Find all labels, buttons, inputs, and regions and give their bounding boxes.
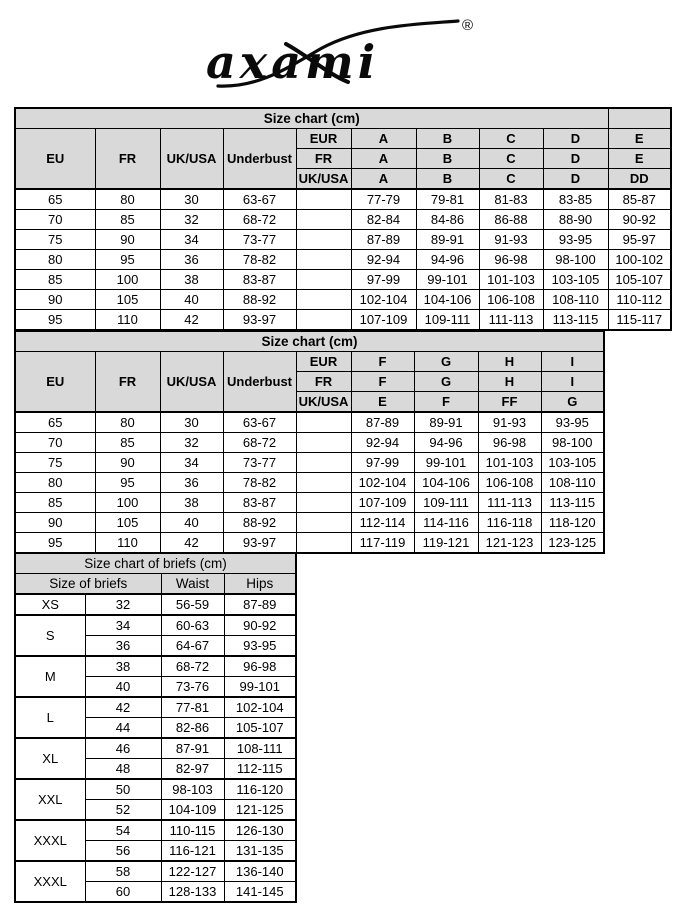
eu-size-cell: 90 <box>15 513 95 533</box>
underbust-cell: 78-82 <box>223 473 296 493</box>
eu-size-cell: 80 <box>15 473 95 493</box>
size-row <box>15 290 671 310</box>
bust-range-cell: 85-87 <box>608 189 671 210</box>
briefs-number-cell: 34 <box>85 615 161 636</box>
waist-range-cell: 87-91 <box>161 738 224 759</box>
hips-range-cell: 90-92 <box>224 615 296 636</box>
size-row <box>15 453 604 473</box>
cup-size-header: B <box>416 169 479 190</box>
hips-range-cell: 99-101 <box>224 677 296 698</box>
briefs-row <box>15 697 296 718</box>
cup-size-header: F <box>351 352 414 372</box>
eu-size-cell: 65 <box>15 189 95 210</box>
size-group-label: XXXL <box>15 820 85 861</box>
bust-range-cell: 102-104 <box>351 473 414 493</box>
eu-size-cell: 95 <box>15 533 95 554</box>
cup-size-header: H <box>478 352 541 372</box>
size-row <box>15 270 671 290</box>
bust-range-cell: 108-110 <box>541 473 604 493</box>
bust-range-cell: 105-107 <box>608 270 671 290</box>
spacer-cell <box>296 270 351 290</box>
spacer-cell <box>296 453 351 473</box>
waist-range-cell: 82-86 <box>161 718 224 739</box>
brand-logo <box>190 8 490 100</box>
bust-range-cell: 104-106 <box>414 473 478 493</box>
cup-system-label: EUR <box>296 352 351 372</box>
fr-size-cell: 100 <box>95 270 160 290</box>
briefs-row <box>15 861 296 882</box>
spacer-cell <box>296 230 351 250</box>
logo-text: axami <box>206 35 380 89</box>
bust-range-cell: 117-119 <box>351 533 414 554</box>
size-row <box>15 533 604 554</box>
spacer-cell <box>296 310 351 331</box>
size-group-label: XXXL <box>15 861 85 902</box>
eu-size-cell: 95 <box>15 310 95 331</box>
cup-system-label: FR <box>296 372 351 392</box>
spacer-cell <box>296 433 351 453</box>
uk-usa-size-cell: 30 <box>160 412 223 433</box>
cup-size-header: G <box>541 392 604 413</box>
bust-range-cell: 109-111 <box>416 310 479 331</box>
size-chart-title: Size chart (cm) <box>15 108 608 129</box>
bust-range-cell: 118-120 <box>541 513 604 533</box>
hips-range-cell: 121-125 <box>224 800 296 821</box>
bust-range-cell: 111-113 <box>478 493 541 513</box>
size-group-label: XL <box>15 738 85 779</box>
waist-range-cell: 56-59 <box>161 594 224 615</box>
cup-system-label: UK/USA <box>296 169 351 190</box>
size-row <box>15 310 671 331</box>
bust-range-cell: 121-123 <box>478 533 541 554</box>
hips-range-cell: 116-120 <box>224 779 296 800</box>
uk-usa-size-cell: 34 <box>160 230 223 250</box>
cup-size-header: F <box>351 372 414 392</box>
briefs-number-cell: 40 <box>85 677 161 698</box>
bust-range-cell: 123-125 <box>541 533 604 554</box>
cup-system-label: FR <box>296 149 351 169</box>
bust-range-cell: 91-93 <box>479 230 543 250</box>
size-row <box>15 230 671 250</box>
cup-size-header: G <box>414 352 478 372</box>
column-header: UK/USA <box>160 352 223 413</box>
cup-size-header: E <box>351 392 414 413</box>
fr-size-cell: 95 <box>95 250 160 270</box>
waist-range-cell: 73-76 <box>161 677 224 698</box>
size-row <box>15 189 671 210</box>
bust-range-cell: 99-101 <box>416 270 479 290</box>
fr-size-cell: 85 <box>95 433 160 453</box>
bust-range-cell: 92-94 <box>351 433 414 453</box>
hips-range-cell: 102-104 <box>224 697 296 718</box>
underbust-cell: 78-82 <box>223 250 296 270</box>
bust-range-cell: 96-98 <box>478 433 541 453</box>
spacer-cell <box>296 513 351 533</box>
bust-range-cell: 97-99 <box>351 270 416 290</box>
hips-range-cell: 87-89 <box>224 594 296 615</box>
briefs-row <box>15 779 296 800</box>
underbust-cell: 73-77 <box>223 453 296 473</box>
column-header: FR <box>95 129 160 190</box>
bust-range-cell: 82-84 <box>351 210 416 230</box>
briefs-chart-title: Size chart of briefs (cm) <box>15 553 296 574</box>
bust-range-cell: 112-114 <box>351 513 414 533</box>
spacer-cell <box>296 250 351 270</box>
waist-range-cell: 98-103 <box>161 779 224 800</box>
briefs-number-cell: 42 <box>85 697 161 718</box>
briefs-number-cell: 60 <box>85 882 161 903</box>
briefs-row <box>15 820 296 841</box>
underbust-cell: 68-72 <box>223 210 296 230</box>
briefs-size-header: Size of briefs <box>15 574 161 595</box>
size-row <box>15 513 604 533</box>
spacer-cell <box>296 473 351 493</box>
cup-size-header: C <box>479 169 543 190</box>
uk-usa-size-cell: 34 <box>160 453 223 473</box>
registered-mark-icon: ® <box>462 17 474 34</box>
bust-range-cell: 88-90 <box>543 210 608 230</box>
fr-size-cell: 105 <box>95 513 160 533</box>
waist-range-cell: 60-63 <box>161 615 224 636</box>
bust-range-cell: 97-99 <box>351 453 414 473</box>
column-header: EU <box>15 352 95 413</box>
cup-size-header: H <box>478 372 541 392</box>
column-header: FR <box>95 352 160 413</box>
size-row <box>15 250 671 270</box>
waist-range-cell: 116-121 <box>161 841 224 862</box>
column-header: UK/USA <box>160 129 223 190</box>
eu-size-cell: 90 <box>15 290 95 310</box>
waist-range-cell: 104-109 <box>161 800 224 821</box>
cup-size-header: C <box>479 129 543 149</box>
bust-range-cell: 107-109 <box>351 493 414 513</box>
eu-size-cell: 70 <box>15 210 95 230</box>
bust-range-cell: 94-96 <box>414 433 478 453</box>
bra-size-chart-cups-f-i <box>14 330 605 554</box>
bust-range-cell: 77-79 <box>351 189 416 210</box>
fr-size-cell: 90 <box>95 453 160 473</box>
bust-range-cell: 103-105 <box>543 270 608 290</box>
spacer-cell <box>296 533 351 554</box>
cup-size-header: I <box>541 372 604 392</box>
hips-range-cell: 136-140 <box>224 861 296 882</box>
briefs-number-cell: 48 <box>85 759 161 780</box>
uk-usa-size-cell: 32 <box>160 433 223 453</box>
bust-range-cell: 93-95 <box>541 412 604 433</box>
fr-size-cell: 105 <box>95 290 160 310</box>
hips-range-cell: 105-107 <box>224 718 296 739</box>
briefs-number-cell: 36 <box>85 636 161 657</box>
bust-range-cell: 101-103 <box>479 270 543 290</box>
underbust-cell: 63-67 <box>223 412 296 433</box>
fr-size-cell: 100 <box>95 493 160 513</box>
bust-range-cell: 98-100 <box>543 250 608 270</box>
bust-range-cell: 100-102 <box>608 250 671 270</box>
waist-header: Waist <box>161 574 224 595</box>
size-group-label: S <box>15 615 85 656</box>
briefs-row <box>15 738 296 759</box>
hips-range-cell: 108-111 <box>224 738 296 759</box>
briefs-number-cell: 50 <box>85 779 161 800</box>
waist-range-cell: 122-127 <box>161 861 224 882</box>
cup-size-header: A <box>351 149 416 169</box>
briefs-number-cell: 38 <box>85 656 161 677</box>
spacer-cell <box>296 493 351 513</box>
briefs-number-cell: 52 <box>85 800 161 821</box>
bust-range-cell: 89-91 <box>414 412 478 433</box>
uk-usa-size-cell: 40 <box>160 513 223 533</box>
briefs-number-cell: 44 <box>85 718 161 739</box>
underbust-cell: 63-67 <box>223 189 296 210</box>
underbust-cell: 73-77 <box>223 230 296 250</box>
cup-size-header: B <box>416 149 479 169</box>
column-header: EU <box>15 129 95 190</box>
underbust-cell: 88-92 <box>223 290 296 310</box>
bust-range-cell: 114-116 <box>414 513 478 533</box>
cup-size-header: D <box>543 149 608 169</box>
waist-range-cell: 68-72 <box>161 656 224 677</box>
hips-range-cell: 141-145 <box>224 882 296 903</box>
size-row <box>15 210 671 230</box>
uk-usa-size-cell: 38 <box>160 493 223 513</box>
size-row <box>15 412 604 433</box>
underbust-cell: 93-97 <box>223 533 296 554</box>
cup-size-header: C <box>479 149 543 169</box>
waist-range-cell: 64-67 <box>161 636 224 657</box>
cup-size-header: I <box>541 352 604 372</box>
uk-usa-size-cell: 42 <box>160 310 223 331</box>
bust-range-cell: 87-89 <box>351 230 416 250</box>
bust-range-cell: 101-103 <box>478 453 541 473</box>
spacer-cell <box>296 210 351 230</box>
spacer-cell <box>296 290 351 310</box>
cup-size-header: FF <box>478 392 541 413</box>
fr-size-cell: 80 <box>95 189 160 210</box>
underbust-cell: 83-87 <box>223 493 296 513</box>
briefs-size-chart <box>14 552 297 903</box>
hips-header: Hips <box>224 574 296 595</box>
size-chart-title: Size chart (cm) <box>15 331 604 352</box>
uk-usa-size-cell: 36 <box>160 250 223 270</box>
spacer-cell <box>296 189 351 210</box>
cup-size-header: F <box>414 392 478 413</box>
spacer-cell <box>296 412 351 433</box>
bust-range-cell: 93-95 <box>543 230 608 250</box>
briefs-row <box>15 615 296 636</box>
size-group-label: M <box>15 656 85 697</box>
bust-range-cell: 91-93 <box>478 412 541 433</box>
bust-range-cell: 119-121 <box>414 533 478 554</box>
bust-range-cell: 94-96 <box>416 250 479 270</box>
eu-size-cell: 85 <box>15 493 95 513</box>
eu-size-cell: 65 <box>15 412 95 433</box>
eu-size-cell: 80 <box>15 250 95 270</box>
cup-size-header: B <box>416 129 479 149</box>
cup-size-header: A <box>351 129 416 149</box>
briefs-row <box>15 656 296 677</box>
corner-cell <box>608 108 671 129</box>
bust-range-cell: 109-111 <box>414 493 478 513</box>
bust-range-cell: 115-117 <box>608 310 671 331</box>
waist-range-cell: 110-115 <box>161 820 224 841</box>
logo-graphic <box>190 8 490 100</box>
cup-size-header: G <box>414 372 478 392</box>
bust-range-cell: 89-91 <box>416 230 479 250</box>
bust-range-cell: 107-109 <box>351 310 416 331</box>
underbust-cell: 83-87 <box>223 270 296 290</box>
size-row <box>15 473 604 493</box>
bust-range-cell: 83-85 <box>543 189 608 210</box>
size-row <box>15 493 604 513</box>
bust-range-cell: 116-118 <box>478 513 541 533</box>
bust-range-cell: 106-108 <box>479 290 543 310</box>
bust-range-cell: 113-115 <box>541 493 604 513</box>
briefs-number-cell: 58 <box>85 861 161 882</box>
hips-range-cell: 126-130 <box>224 820 296 841</box>
size-group-label: XXL <box>15 779 85 820</box>
eu-size-cell: 85 <box>15 270 95 290</box>
eu-size-cell: 70 <box>15 433 95 453</box>
bust-range-cell: 110-112 <box>608 290 671 310</box>
column-header: Underbust <box>223 129 296 190</box>
waist-range-cell: 128-133 <box>161 882 224 903</box>
cup-size-header: A <box>351 169 416 190</box>
bust-range-cell: 103-105 <box>541 453 604 473</box>
uk-usa-size-cell: 30 <box>160 189 223 210</box>
bust-range-cell: 84-86 <box>416 210 479 230</box>
fr-size-cell: 110 <box>95 310 160 331</box>
bust-range-cell: 96-98 <box>479 250 543 270</box>
underbust-cell: 93-97 <box>223 310 296 331</box>
underbust-cell: 88-92 <box>223 513 296 533</box>
hips-range-cell: 112-115 <box>224 759 296 780</box>
uk-usa-size-cell: 36 <box>160 473 223 493</box>
uk-usa-size-cell: 40 <box>160 290 223 310</box>
cup-size-header: D <box>543 169 608 190</box>
bust-range-cell: 92-94 <box>351 250 416 270</box>
bust-range-cell: 102-104 <box>351 290 416 310</box>
hips-range-cell: 96-98 <box>224 656 296 677</box>
bust-range-cell: 90-92 <box>608 210 671 230</box>
bust-range-cell: 86-88 <box>479 210 543 230</box>
cup-size-header: DD <box>608 169 671 190</box>
underbust-cell: 68-72 <box>223 433 296 453</box>
uk-usa-size-cell: 38 <box>160 270 223 290</box>
bust-range-cell: 106-108 <box>478 473 541 493</box>
bust-range-cell: 111-113 <box>479 310 543 331</box>
bust-range-cell: 81-83 <box>479 189 543 210</box>
cup-system-label: EUR <box>296 129 351 149</box>
eu-size-cell: 75 <box>15 230 95 250</box>
fr-size-cell: 85 <box>95 210 160 230</box>
bust-range-cell: 95-97 <box>608 230 671 250</box>
fr-size-cell: 110 <box>95 533 160 554</box>
cup-system-label: UK/USA <box>296 392 351 413</box>
waist-range-cell: 82-97 <box>161 759 224 780</box>
waist-range-cell: 77-81 <box>161 697 224 718</box>
bust-range-cell: 108-110 <box>543 290 608 310</box>
cup-size-header: E <box>608 129 671 149</box>
uk-usa-size-cell: 42 <box>160 533 223 554</box>
fr-size-cell: 95 <box>95 473 160 493</box>
bust-range-cell: 87-89 <box>351 412 414 433</box>
bust-range-cell: 79-81 <box>416 189 479 210</box>
fr-size-cell: 80 <box>95 412 160 433</box>
eu-size-cell: 75 <box>15 453 95 473</box>
bust-range-cell: 104-106 <box>416 290 479 310</box>
size-group-label: L <box>15 697 85 738</box>
briefs-number-cell: 46 <box>85 738 161 759</box>
hips-range-cell: 93-95 <box>224 636 296 657</box>
bra-size-chart-cups-a-e <box>14 107 672 331</box>
bust-range-cell: 113-115 <box>543 310 608 331</box>
briefs-row <box>15 594 296 615</box>
hips-range-cell: 131-135 <box>224 841 296 862</box>
cup-size-header: D <box>543 129 608 149</box>
briefs-number-cell: 54 <box>85 820 161 841</box>
size-row <box>15 433 604 453</box>
cup-size-header: E <box>608 149 671 169</box>
briefs-number-cell: 56 <box>85 841 161 862</box>
column-header: Underbust <box>223 352 296 413</box>
fr-size-cell: 90 <box>95 230 160 250</box>
uk-usa-size-cell: 32 <box>160 210 223 230</box>
bust-range-cell: 99-101 <box>414 453 478 473</box>
briefs-number-cell: 32 <box>85 594 161 615</box>
size-group-label: XS <box>15 594 85 615</box>
bust-range-cell: 98-100 <box>541 433 604 453</box>
